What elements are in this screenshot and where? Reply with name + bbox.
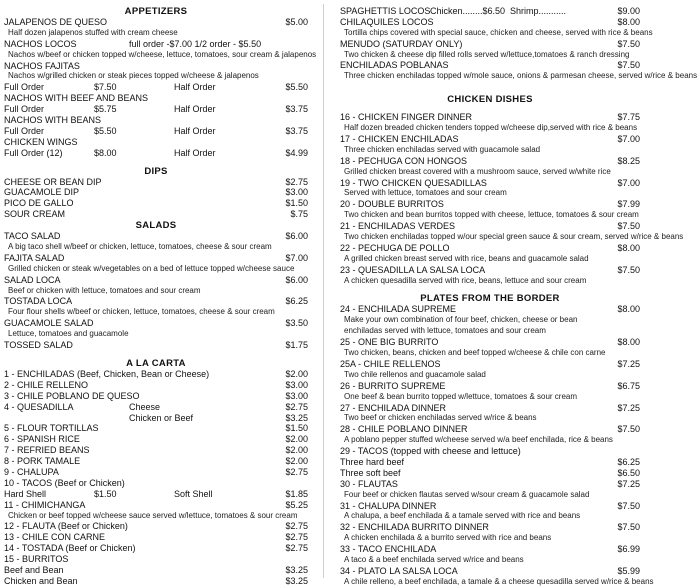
item-description: Chicken or beef topped w/cheese sauce served w/lettuce, tomatoes & sour cream xyxy=(8,510,298,520)
salads-list xyxy=(4,231,308,351)
menu-item-description xyxy=(340,50,640,61)
item-option: $5.75 xyxy=(94,104,117,115)
item-price: $6.00 xyxy=(285,274,308,285)
item-name: 1 - ENCHILADAS (Beef, Chicken, Bean or Cheese) xyxy=(4,368,210,379)
menu-item xyxy=(340,265,640,276)
menu-item xyxy=(4,93,308,104)
item-name: Full Order xyxy=(4,82,45,93)
item-name: 32 - ENCHILADA BURRITO DINNER xyxy=(340,522,489,533)
menu-item xyxy=(4,198,308,209)
item-description: A chalupa, a beef enchilada & a tamale served with rice and beans xyxy=(344,511,581,521)
menu-item-description xyxy=(340,315,640,326)
item-price: $5.25 xyxy=(285,499,308,510)
item-name: Full Order (12) xyxy=(4,147,63,158)
item-option: Chicken or Beef xyxy=(129,412,194,423)
menu-item-description xyxy=(340,27,653,39)
item-description: Two chicken enchiladas topped w/our special green sauce & sour cream, served w/rice & beans xyxy=(344,232,684,242)
menu-item-description xyxy=(340,232,684,243)
item-name: 27 - ENCHILADA DINNER xyxy=(340,402,447,413)
item-description: Two beef or chicken enchiladas served w/rice & beans xyxy=(344,413,537,423)
item-price: $3.75 xyxy=(285,104,308,115)
item-name: 13 - CHILE CON CARNE xyxy=(4,532,106,543)
item-price: $3.25 xyxy=(285,412,308,423)
menu-item xyxy=(4,445,308,456)
menu-item-description xyxy=(340,490,640,501)
menu-item xyxy=(4,391,308,402)
item-description: Tortilla chips covered with special sauce, chicken and cheese, served with rice & beans xyxy=(344,27,653,37)
menu-item xyxy=(340,6,640,17)
menu-item xyxy=(4,318,308,329)
item-price: $8.25 xyxy=(617,155,640,166)
menu-item xyxy=(4,532,308,543)
item-name: 16 - CHICKEN FINGER DINNER xyxy=(340,112,473,123)
menu-item-description xyxy=(340,533,640,544)
menu-item xyxy=(340,457,640,468)
item-name: NACHOS FAJITAS xyxy=(4,60,80,71)
menu-item xyxy=(4,521,308,532)
item-name: CHEESE OR BEAN DIP xyxy=(4,176,102,187)
menu-item-description xyxy=(340,511,640,522)
menu-item-description xyxy=(4,242,308,253)
item-name: ENCHILADAS POBLANAS xyxy=(340,60,449,71)
menu-item xyxy=(340,134,640,145)
item-price: $7.50 xyxy=(617,264,640,275)
item-price: $7.00 xyxy=(285,252,308,263)
item-name: GUACAMOLE DIP xyxy=(4,187,80,198)
item-price: $3.00 xyxy=(285,379,308,390)
item-name: 12 - FLAUTA (Beef or Chicken) xyxy=(4,521,128,532)
item-name: 15 - BURRITOS xyxy=(4,554,69,565)
menu-item-description xyxy=(4,511,308,522)
item-name: Beef and Bean xyxy=(4,564,64,575)
item-description: A chile relleno, a beef enchilada, a tamale & a cheese quesadilla served w/rice & beans xyxy=(344,576,654,586)
item-name: Full Order xyxy=(4,125,45,136)
menu-item-description xyxy=(340,370,640,381)
item-name: FAJITA SALAD xyxy=(4,252,65,263)
item-description: Two chicken & cheese dip filled rolls served w/lettuce,tomatoes & ranch dressing xyxy=(344,49,630,59)
item-name: TACO SALAD xyxy=(4,231,61,242)
item-option-alt: Soft Shell xyxy=(174,488,213,499)
menu-item xyxy=(4,39,308,50)
item-price: $2.00 xyxy=(285,434,308,445)
menu-item xyxy=(4,554,308,565)
menu-item xyxy=(4,434,308,445)
item-description: enchiladas served with lettuce, tomatoes and sour cream xyxy=(344,326,546,336)
item-price: $8.00 xyxy=(617,304,640,315)
menu-item-description xyxy=(340,435,640,446)
appetizers-heading: APPETIZERS xyxy=(124,6,188,17)
item-name: 9 - CHALUPA xyxy=(4,466,59,477)
item-name: 31 - CHALUPA DINNER xyxy=(340,500,437,511)
menu-item-description xyxy=(340,210,640,221)
a-la-carta-list xyxy=(4,369,308,587)
item-price: $6.50 xyxy=(617,467,640,478)
item-option: Cheese xyxy=(129,401,161,412)
menu-item xyxy=(4,296,308,307)
appetizers-list xyxy=(4,17,317,159)
item-description: Two chicken and bean burritos topped with cheese, lettuce, tomatoes & sour cream xyxy=(344,210,639,220)
item-description: Nachos w/grilled chicken or steak pieces topped w/cheese & jalapenos xyxy=(8,71,259,81)
menu-item xyxy=(340,39,640,50)
item-name: 7 - REFRIED BEANS xyxy=(4,445,90,456)
item-option-alt: Shrimp........... xyxy=(510,6,567,16)
plates-from-the-border-list xyxy=(340,304,654,587)
menu-item xyxy=(340,522,640,533)
menu-item xyxy=(4,402,308,413)
item-price: $3.75 xyxy=(285,125,308,136)
menu-item-description xyxy=(340,167,640,178)
item-description: Grilled chicken or steak w/vegetables on a bed of lettuce topped w/cheese sauce xyxy=(8,263,295,273)
item-name: Full Order xyxy=(4,104,45,115)
item-name: 5 - FLOUR TORTILLAS xyxy=(4,423,99,434)
menu-item xyxy=(4,423,308,434)
menu-item xyxy=(340,544,640,555)
menu-item-description xyxy=(4,49,317,61)
menu-item-description xyxy=(340,123,640,134)
item-price: $2.00 xyxy=(285,445,308,456)
item-name: TOSSED SALAD xyxy=(4,340,73,351)
item-option: $7.50 xyxy=(94,82,117,93)
item-price: $7.50 xyxy=(617,221,640,232)
menu-item xyxy=(340,221,640,232)
item-option-alt: Half Order xyxy=(174,82,216,93)
item-description: A big taco shell w/beef or chicken, lettuce, tomatoes, cheese & sour cream xyxy=(8,242,272,252)
item-price: $7.25 xyxy=(617,358,640,369)
item-name: 20 - DOUBLE BURRITOS xyxy=(340,199,444,210)
menu-item-description xyxy=(340,145,640,156)
menu-item xyxy=(4,380,308,391)
item-name: 21 - ENCHILADAS VERDES xyxy=(340,221,456,232)
menu-item-description xyxy=(340,71,697,82)
item-price: $.75 xyxy=(290,209,308,220)
item-price: $6.99 xyxy=(617,544,640,555)
salads-heading: SALADS xyxy=(135,220,177,232)
item-description: One beef & bean burrito topped w/lettuce, tomatoes & sour cream xyxy=(344,391,578,401)
item-price: $2.75 xyxy=(285,176,308,187)
item-price: $3.25 xyxy=(285,564,308,575)
menu-item xyxy=(340,501,640,512)
menu-item xyxy=(4,467,308,478)
item-name: 14 - TOSTADA (Beef or Chicken) xyxy=(4,543,136,554)
specials-list xyxy=(340,6,697,82)
menu-item xyxy=(4,115,308,126)
item-description: A poblano pepper stuffed w/cheese served w/a beef enchilada, rice & beans xyxy=(344,435,613,445)
menu-item xyxy=(340,446,640,457)
item-price: $8.00 xyxy=(617,242,640,253)
item-price: $8.00 xyxy=(617,337,640,348)
menu-item xyxy=(4,340,308,351)
item-price: $8.00 xyxy=(617,16,640,27)
item-name: 29 - TACOS (topped with cheese and lettuce) xyxy=(340,446,521,457)
item-name: Hard Shell xyxy=(4,488,47,499)
item-option: Chicken........$6.50 xyxy=(430,6,506,16)
item-name: Chicken and Bean xyxy=(4,575,78,586)
menu-item-description xyxy=(340,576,654,588)
item-description: Beef or chicken with lettuce, tomatoes and sour cream xyxy=(8,285,201,295)
menu-item-description xyxy=(340,348,640,359)
menu-item-description xyxy=(4,286,308,297)
item-description: Two chile rellenos and guacamole salad xyxy=(344,369,486,379)
menu-item xyxy=(4,275,308,286)
menu-item xyxy=(4,82,308,93)
item-price: $7.25 xyxy=(617,402,640,413)
menu-item xyxy=(4,187,308,198)
menu-item xyxy=(4,17,308,28)
item-price: $6.00 xyxy=(285,231,308,242)
item-name: 18 - PECHUGA CON HONGOS xyxy=(340,155,468,166)
menu-item-description xyxy=(340,413,640,424)
item-name: 25A - CHILE RELLENOS xyxy=(340,358,441,369)
item-option-alt: Half Order xyxy=(174,104,216,115)
item-price: $1.85 xyxy=(285,488,308,499)
menu-item xyxy=(340,17,640,28)
item-description: A taco & a beef enchilada served w/rice and beans xyxy=(344,554,524,564)
item-name: SOUR CREAM xyxy=(4,209,66,220)
item-description: Make your own combination of four beef, chicken, cheese or bean xyxy=(344,315,578,325)
item-price: $6.25 xyxy=(617,456,640,467)
item-price: $7.50 xyxy=(617,500,640,511)
menu-item xyxy=(340,199,640,210)
item-description: Two chicken, beans, chicken and beef topped w/cheese & chile con carne xyxy=(344,348,606,358)
menu-item xyxy=(4,61,308,72)
item-description: Grilled chicken breast covered with a mushroom sauce, served w/white rice xyxy=(344,166,611,176)
item-name: 11 - CHIMICHANGA xyxy=(4,499,86,510)
item-description: Four beef or chicken flautas served w/sour cream & guacamole salad xyxy=(344,489,590,499)
item-name: 6 - SPANISH RICE xyxy=(4,434,80,445)
menu-item-description xyxy=(340,188,640,199)
menu-item xyxy=(4,369,308,380)
item-price: $7.00 xyxy=(617,177,640,188)
item-price: $2.75 xyxy=(285,521,308,532)
item-price: $1.50 xyxy=(285,198,308,209)
chicken-dishes-list xyxy=(340,112,684,286)
menu-item xyxy=(4,456,308,467)
item-name: 10 - TACOS (Beef or Chicken) xyxy=(4,477,125,488)
item-name: GUACAMOLE SALAD xyxy=(4,318,94,329)
item-name: NACHOS WITH BEANS xyxy=(4,115,102,126)
item-price: $5.00 xyxy=(285,17,308,27)
menu-item-description xyxy=(340,555,640,566)
menu-item-description xyxy=(340,326,640,337)
plates-from-the-border-heading: PLATES FROM THE BORDER xyxy=(420,293,560,305)
item-description: Half dozen jalapenos stuffed with cream cheese xyxy=(8,27,178,37)
item-price: $7.50 xyxy=(617,522,640,533)
item-description: Served with lettuce, tomatoes and sour cream xyxy=(344,188,507,198)
menu-item xyxy=(340,337,640,348)
item-name: Three soft beef xyxy=(340,467,401,478)
chicken-dishes-heading: CHICKEN DISHES xyxy=(447,94,533,106)
menu-item xyxy=(4,209,308,220)
item-description: Four flour shells w/beef or chicken, lettuce, tomatoes, cheese & sour cream xyxy=(8,307,275,317)
dips-heading: DIPS xyxy=(144,165,168,177)
item-price: $9.00 xyxy=(617,6,640,16)
item-price: $3.00 xyxy=(285,187,308,198)
item-name: CHICKEN WINGS xyxy=(4,136,78,147)
item-price: $5.50 xyxy=(285,82,308,93)
menu-item-description xyxy=(4,329,308,340)
menu-item xyxy=(4,478,308,489)
a-la-carta-heading: A LA CARTA xyxy=(126,357,186,369)
item-description: A chicken quesadilla served with rice, beans, lettuce and sour cream xyxy=(344,275,587,285)
menu-item xyxy=(340,403,640,414)
item-name: 34 - PLATO LA SALSA LOCA xyxy=(340,565,458,576)
item-price: $7.50 xyxy=(617,424,640,435)
menu-item xyxy=(340,178,640,189)
item-option: $1.50 xyxy=(94,488,117,499)
item-price: $2.00 xyxy=(285,368,308,379)
menu-item xyxy=(4,231,308,242)
dips-list xyxy=(4,177,308,221)
item-price: $7.00 xyxy=(617,134,640,145)
item-price: $6.75 xyxy=(617,380,640,391)
menu-item-description xyxy=(4,28,308,39)
item-price: $1.75 xyxy=(285,340,308,351)
item-price: $2.75 xyxy=(285,401,308,412)
item-name: 23 - QUESADILLA LA SALSA LOCA xyxy=(340,264,486,275)
menu-item xyxy=(340,112,640,123)
item-description: Lettuce, tomatoes and guacamole xyxy=(8,329,129,339)
item-price: $6.25 xyxy=(285,296,308,307)
item-description: A chicken enchilada & a burrito served with rice and beans xyxy=(344,533,552,543)
menu-item xyxy=(340,359,640,370)
item-description: Three chicken enchiladas topped w/mole sauce, onions & parmesan cheese, served w/rice & beans xyxy=(344,71,697,81)
item-description: Half dozen breaded chicken tenders topped w/cheese dip,served with rice & beans xyxy=(344,123,638,133)
menu-item xyxy=(340,479,640,490)
menu-item xyxy=(340,60,640,71)
item-description: Nachos w/beef or chicken topped w/cheese, lettuce, tomatoes, sour cream & jalapenos xyxy=(8,49,317,59)
right-column xyxy=(340,6,697,588)
item-description: Three chicken enchiladas served with guacamole salad xyxy=(344,144,541,154)
item-option: full order -$7.00 1/2 order - $5.50 xyxy=(129,38,262,49)
item-name: 30 - FLAUTAS xyxy=(340,478,398,489)
item-option: $5.50 xyxy=(94,125,117,136)
item-option: $8.00 xyxy=(94,147,117,158)
item-name: 19 - TWO CHICKEN QUESADILLAS xyxy=(340,177,487,188)
item-name: 8 - PORK TAMALE xyxy=(4,456,81,467)
menu-item xyxy=(340,156,640,167)
menu-item xyxy=(340,304,640,315)
menu-item xyxy=(340,468,640,479)
item-name: 25 - ONE BIG BURRITO xyxy=(340,337,439,348)
item-price: $3.25 xyxy=(285,575,308,586)
menu-item xyxy=(4,126,308,137)
item-name: 3 - CHILE POBLANO DE QUESO xyxy=(4,390,140,401)
item-name: 28 - CHILE POBLANO DINNER xyxy=(340,424,468,435)
item-name: 33 - TACO ENCHILADA xyxy=(340,544,437,555)
item-option-alt: Half Order xyxy=(174,147,216,158)
item-name: JALAPENOS DE QUESO xyxy=(4,17,108,27)
menu-item-description xyxy=(4,71,308,82)
item-price: $3.00 xyxy=(285,390,308,401)
item-price: $2.75 xyxy=(285,532,308,543)
menu-item xyxy=(4,148,308,159)
menu-item xyxy=(340,566,640,577)
item-name: PICO DE GALLO xyxy=(4,198,74,209)
menu-item-description xyxy=(340,254,640,265)
item-description: A grilled chicken breast served with rice, beans and guacamole salad xyxy=(344,253,589,263)
item-name: CHILAQUILES LOCOS xyxy=(340,16,434,27)
item-price: $1.50 xyxy=(285,423,308,434)
item-price: $7.50 xyxy=(617,38,640,49)
menu-item xyxy=(4,104,308,115)
left-column xyxy=(4,6,317,587)
item-price: $2.00 xyxy=(285,456,308,467)
item-name: Three hard beef xyxy=(340,456,405,467)
item-name: 22 - PECHUGA DE POLLO xyxy=(340,242,450,253)
item-name: NACHOS WITH BEEF AND BEANS xyxy=(4,93,149,104)
item-price: $2.75 xyxy=(285,543,308,554)
menu-item xyxy=(4,543,308,554)
column-divider xyxy=(323,4,324,578)
menu-item xyxy=(340,424,640,435)
menu-item xyxy=(4,565,308,576)
item-price: $7.25 xyxy=(617,478,640,489)
item-option-alt: Half Order xyxy=(174,125,216,136)
menu-item xyxy=(340,381,640,392)
menu-item xyxy=(4,489,308,500)
menu-item xyxy=(340,243,640,254)
menu-item xyxy=(4,576,308,587)
item-name: 17 - CHICKEN ENCHILADAS xyxy=(340,134,459,145)
item-name: 26 - BURRITO SUPREME xyxy=(340,380,446,391)
item-name: 24 - ENCHILADA SUPREME xyxy=(340,304,457,315)
menu-item-description xyxy=(340,392,640,403)
menu-item xyxy=(4,500,308,511)
item-price: $4.99 xyxy=(285,147,308,158)
menu-item-description xyxy=(4,307,308,318)
item-name: SALAD LOCA xyxy=(4,274,61,285)
item-price: $2.75 xyxy=(285,466,308,477)
item-price: $5.99 xyxy=(617,565,640,576)
item-name: SPAGHETTIS LOCOS xyxy=(340,6,431,16)
item-price: $7.75 xyxy=(617,112,640,123)
menu-item xyxy=(4,253,308,264)
menu-item-description xyxy=(4,264,308,275)
item-name: 2 - CHILE RELLENO xyxy=(4,379,89,390)
item-price: $3.50 xyxy=(285,318,308,329)
item-name: TOSTADA LOCA xyxy=(4,296,73,307)
menu-item xyxy=(4,413,308,424)
menu-item-description xyxy=(340,276,640,287)
item-name: MENUDO (SATURDAY ONLY) xyxy=(340,38,463,49)
item-price: $7.99 xyxy=(617,199,640,210)
item-name: 4 - QUESADILLA xyxy=(4,401,74,412)
menu-item xyxy=(4,177,308,188)
item-price: $7.50 xyxy=(617,60,640,71)
item-name: NACHOS LOCOS xyxy=(4,38,77,49)
menu-item xyxy=(4,137,308,148)
